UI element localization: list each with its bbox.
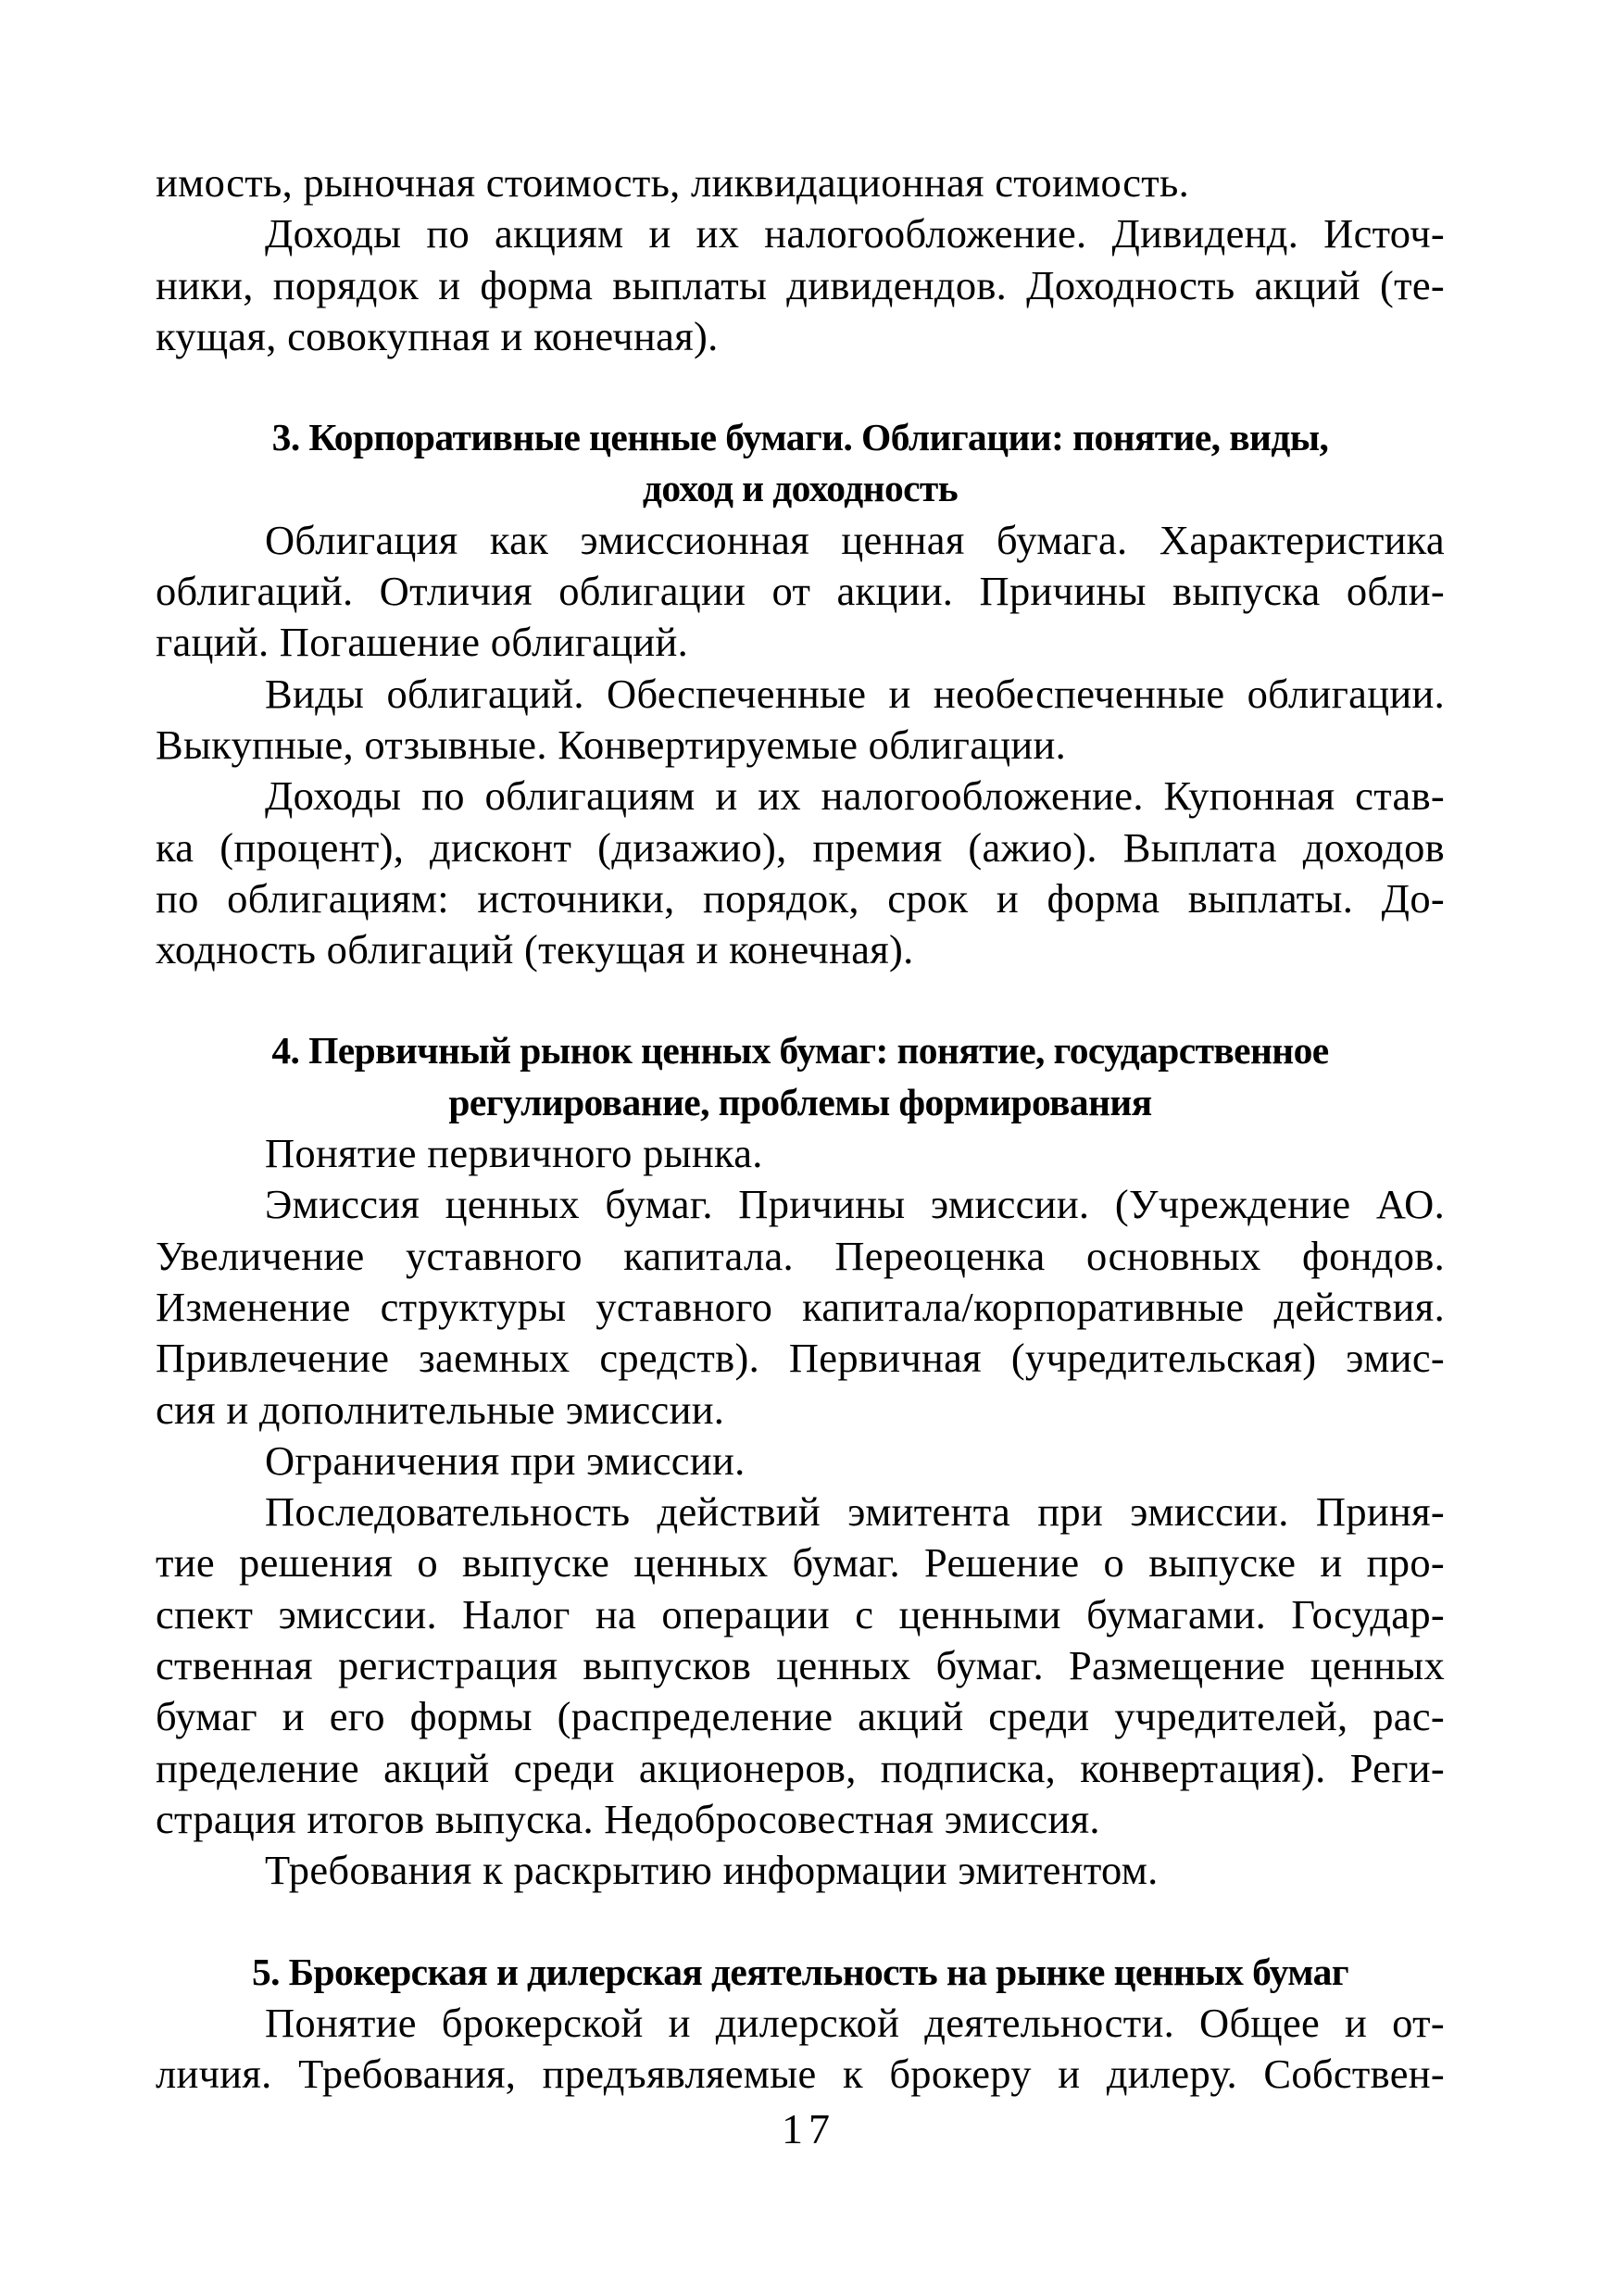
section-heading-line: 5. Брокерская и дилерская деятельность на рынке ценных бумаг (251, 1950, 1349, 1993)
paragraph-line: Понятие брокерской и дилерской деятельности. Общее и от- (265, 1999, 1445, 2046)
paragraph-line: страция итогов выпуска. Недобросовестная эмиссия. (156, 1795, 1100, 1842)
paragraph-line: Изменение структуры уставного капитала/корпоративные действия. (156, 1283, 1445, 1330)
paragraph-line: Привлечение заемных средств). Первичная (учредительская) эмис- (156, 1335, 1445, 1382)
paragraph-line: тие решения о выпуске ценных бумаг. Решение о выпуске и про- (156, 1539, 1445, 1587)
paragraph-line: ники, порядок и форма выплаты дивидендов. Доходность акций (те- (156, 261, 1445, 308)
section-gap (156, 975, 1445, 1025)
paragraph-line: бумаг и его формы (распределение акций среди учредителей, рас- (156, 1693, 1445, 1740)
paragraph-line: Доходы по облигациям и их налогообложение. Купонная став- (265, 772, 1445, 820)
section-heading-line: 3. Корпоративные ценные бумаги. Облигации: понятие, виды, (271, 416, 1329, 459)
section-heading-line: регулирование, проблемы формирования (448, 1080, 1152, 1123)
section-heading-line: доход и доходность (642, 467, 959, 510)
paragraph-line: кущая, совокупная и конечная). (156, 312, 719, 359)
paragraph-line: Требования к раскрытию информации эмитентом. (265, 1847, 1159, 1894)
page-number: 17 (782, 2105, 835, 2152)
paragraph-line: сия и дополнительные эмиссии. (156, 1386, 725, 1433)
paragraph-line: Последовательность действий эмитента при эмиссии. Приня- (265, 1488, 1445, 1536)
paragraph-line: Виды облигаций. Обеспеченные и необеспеченные облигации. (265, 670, 1445, 717)
paragraph-line: пределение акций среди акционеров, подписка, конвертация). Реги- (156, 1744, 1445, 1791)
paragraph-line: Доходы по акциям и их налогообложение. Дивиденд. Источ- (265, 210, 1445, 257)
paragraph-line: Понятие первичного рынка. (265, 1130, 763, 1177)
section-gap (156, 362, 1445, 412)
paragraph-line: Облигация как эмиссионная ценная бумага. Характеристика (265, 516, 1445, 563)
paragraph-line: имость, рыночная стоимость, ликвидационная стоимость. (156, 159, 1190, 206)
paragraph-line: Выкупные, отзывные. Конвертируемые облигации. (156, 721, 1067, 768)
paragraph-line: личия. Требования, предъявляемые к брокеру и дилеру. Собствен- (156, 2051, 1445, 2098)
paragraph-line: Увеличение уставного капитала. Переоценка основных фондов. (156, 1232, 1445, 1279)
paragraph-line: гаций. Погашение облигаций. (156, 619, 689, 666)
paragraph-line: Ограничения при эмиссии. (265, 1437, 746, 1484)
paragraph-line: по облигациям: источники, порядок, срок и форма выплаты. До- (156, 874, 1445, 922)
paragraph-line: спект эмиссии. Налог на операции с ценными бумагами. Государ- (156, 1590, 1445, 1637)
paragraph-line: Эмиссия ценных бумаг. Причины эмиссии. (Учреждение АО. (265, 1181, 1445, 1228)
paragraph-line: ходность облигаций (текущая и конечная). (156, 926, 914, 973)
paragraph-line: ственная регистрация выпусков ценных бумаг. Размещение ценных (156, 1642, 1445, 1689)
section-heading-line: 4. Первичный рынок ценных бумаг: понятие, государственное (271, 1029, 1329, 1073)
section-gap (156, 1897, 1445, 1947)
paragraph-line: облигаций. Отличия облигации от акции. Причины выпуска обли- (156, 568, 1445, 615)
document-page (156, 157, 1445, 2100)
paragraph-line: ка (процент), дисконт (дизажио), премия (ажио). Выплата доходов (156, 823, 1445, 871)
